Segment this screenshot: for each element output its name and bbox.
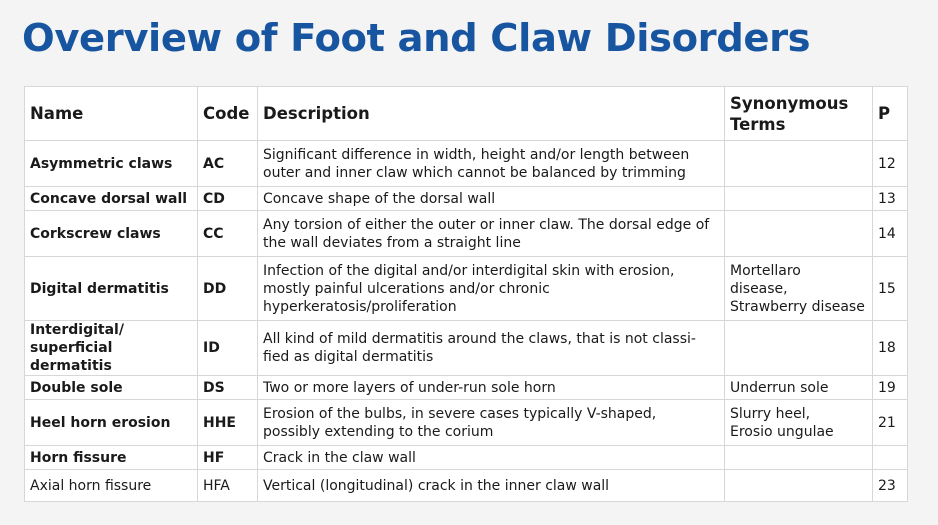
table-header-row xyxy=(25,87,908,141)
disorder-synonyms: Underrun sole xyxy=(725,376,873,400)
disorder-synonyms xyxy=(725,446,873,470)
disorder-name: Double sole xyxy=(25,376,198,400)
table-body xyxy=(25,141,908,502)
disorder-description: All kind of mild dermatitis around the claws, that is not classi- fied as digital dermatitis xyxy=(258,321,725,376)
disorder-description: Two or more layers of under-run sole horn xyxy=(258,376,725,400)
disorder-description: Crack in the claw wall xyxy=(258,446,725,470)
disorder-page xyxy=(873,446,908,470)
table-row xyxy=(25,470,908,502)
disorder-description: Infection of the digital and/or interdigital skin with erosion, mostly painful ulcerations and/or chronic hyperkeratosis/proliferation xyxy=(258,257,725,321)
disorder-code: HFA xyxy=(198,470,258,502)
table-row xyxy=(25,400,908,446)
disorder-page: 21 xyxy=(873,400,908,446)
table-row xyxy=(25,376,908,400)
disorder-code: HF xyxy=(198,446,258,470)
header-description: Description xyxy=(258,87,725,141)
disorder-code: CD xyxy=(198,187,258,211)
disorder-name: Axial horn fissure xyxy=(25,470,198,502)
header-code: Code xyxy=(198,87,258,141)
table-row xyxy=(25,211,908,257)
disorder-description: Vertical (longitudinal) crack in the inner claw wall xyxy=(258,470,725,502)
page-title: Overview of Foot and Claw Disorders xyxy=(22,16,811,61)
header-name: Name xyxy=(25,87,198,141)
table-row xyxy=(25,141,908,187)
table-row xyxy=(25,187,908,211)
disorder-name: Asymmetric claws xyxy=(25,141,198,187)
disorder-synonyms xyxy=(725,141,873,187)
disorder-code: DD xyxy=(198,257,258,321)
disorder-name: Horn fissure xyxy=(25,446,198,470)
disorder-synonyms xyxy=(725,187,873,211)
disorder-code: CC xyxy=(198,211,258,257)
disorder-page: 15 xyxy=(873,257,908,321)
header-synonyms: Synonymous Terms xyxy=(725,87,873,141)
disorder-code: HHE xyxy=(198,400,258,446)
disorder-code: DS xyxy=(198,376,258,400)
disorder-name: Digital dermatitis xyxy=(25,257,198,321)
disorder-description: Concave shape of the dorsal wall xyxy=(258,187,725,211)
disorder-description: Erosion of the bulbs, in severe cases typically V-shaped, possibly extending to the corium xyxy=(258,400,725,446)
disorder-name: Corkscrew claws xyxy=(25,211,198,257)
disorder-page: 13 xyxy=(873,187,908,211)
disorder-synonyms xyxy=(725,321,873,376)
disorder-name: Interdigital/ superficial dermatitis xyxy=(25,321,198,376)
disorder-synonyms xyxy=(725,470,873,502)
disorders-table xyxy=(24,86,908,502)
disorder-page: 12 xyxy=(873,141,908,187)
disorder-page: 19 xyxy=(873,376,908,400)
disorder-name: Concave dorsal wall xyxy=(25,187,198,211)
disorder-synonyms: Mortellaro disease, Strawberry disease xyxy=(725,257,873,321)
table-row xyxy=(25,321,908,376)
table-row xyxy=(25,446,908,470)
disorder-page: 14 xyxy=(873,211,908,257)
disorder-synonyms: Slurry heel, Erosio ungulae xyxy=(725,400,873,446)
disorder-page: 18 xyxy=(873,321,908,376)
disorder-code: AC xyxy=(198,141,258,187)
disorder-page: 23 xyxy=(873,470,908,502)
disorder-name: Heel horn erosion xyxy=(25,400,198,446)
disorder-code: ID xyxy=(198,321,258,376)
disorder-description: Any torsion of either the outer or inner claw. The dorsal edge of the wall deviates from a straight line xyxy=(258,211,725,257)
table-row xyxy=(25,257,908,321)
disorder-description: Significant difference in width, height and/or length between outer and inner claw which cannot be balanced by trimming xyxy=(258,141,725,187)
disorder-synonyms xyxy=(725,211,873,257)
header-page: P xyxy=(873,87,908,141)
